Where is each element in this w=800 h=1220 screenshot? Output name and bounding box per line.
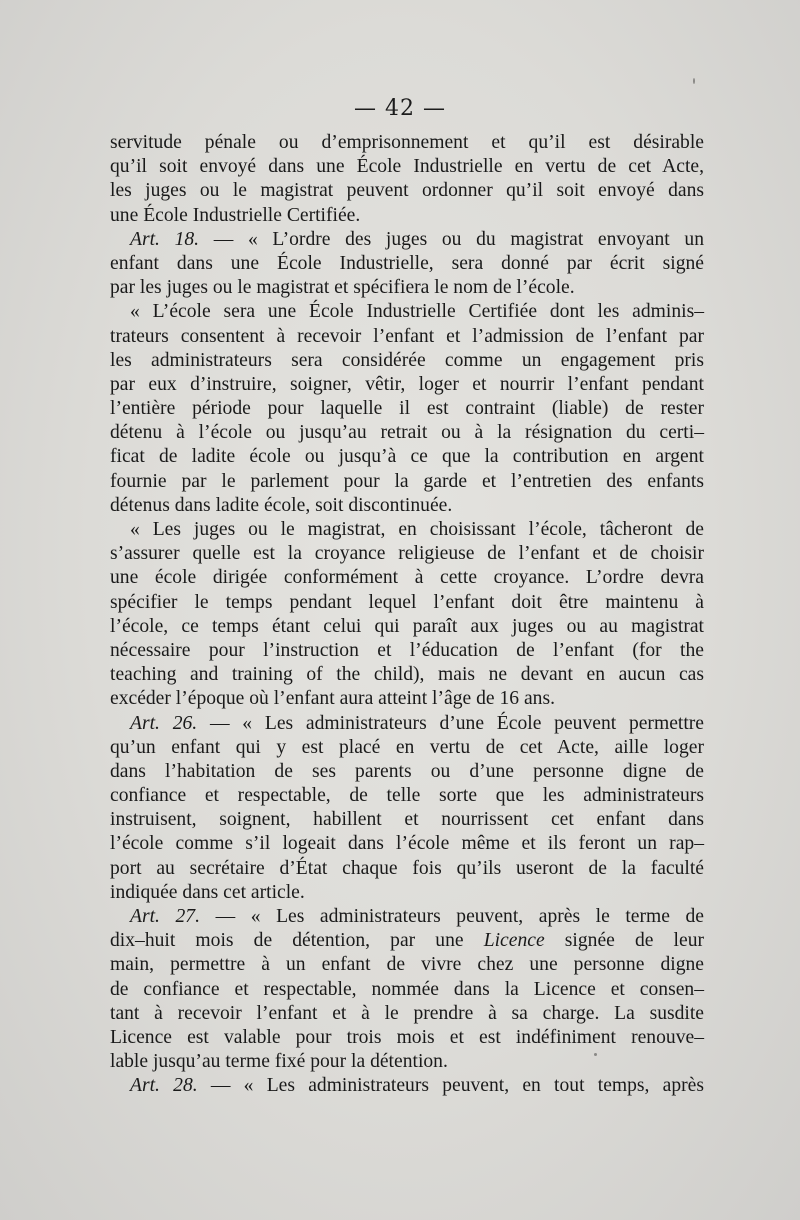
text-line: l’école, ce temps étant celui qui paraît aux juges ou au magistrat [110,615,704,637]
text-line: une école dirigée conformément à cette croyance. L’ordre devra [110,567,704,589]
paper-speck [693,78,695,84]
article-label-28: Art. 28. [130,1075,198,1097]
text-line: les juges ou le magistrat peuvent ordonner qu’il soit envoyé dans [110,180,704,202]
text-line: tant à recevoir l’enfant et à le prendre à sa charge. La susdite [110,1002,704,1024]
text-line: de confiance et respectable, nommée dans la Licence et consen– [110,978,704,1000]
page-number: — 42 — [354,96,446,121]
text-line [110,228,704,252]
text-line: Licence est valable pour trois mois et est indéfiniment renouve– [110,1026,704,1048]
article-label-18: Art. 18. [130,228,200,250]
article-label-27: Art. 27. [130,906,200,927]
text-line: « L’école sera une École Industrielle Certifiée dont les adminis– [130,301,704,323]
text-fragment: — « L’ordre des juges ou du magistrat envoyant un [213,228,704,250]
text-fragment: — « Les administrateurs d’une École peuvent permettre [209,712,705,734]
text-line: lable jusqu’au terme fixé pour la détention. [110,1051,448,1073]
text-line [110,1074,704,1098]
text-fragment: — « Les administrateurs peuvent, après le terme de [215,906,705,927]
text-line: détenu à l’école ou jusqu’au retrait ou à la résignation du certi– [110,422,704,444]
text-line: excéder l’époque où l’enfant aura atteint l’âge de 16 ans. [110,688,556,710]
text-line: main, permettre à un enfant de vivre chez une personne digne [110,954,704,976]
text-line: l’entière période pour laquelle il est contraint (liable) de rester [110,398,704,420]
text-line: trateurs consentent à recevoir l’enfant et l’admission de l’enfant par [110,325,704,347]
text-fragment: signée de leur [564,930,705,952]
text-line: qu’il soit envoyé dans une École Industrielle en vertu de cet Acte, [110,156,704,178]
text-line: dans l’habitation de ses parents ou d’une personne digne de [110,760,704,782]
text-line: instruisent, soignent, habillent et nourrissent cet enfant dans [110,809,704,831]
text-fragment: — « Les administrateurs peuvent, en tout temps, après [210,1075,705,1097]
text-line: par les juges ou le magistrat et spécifiera le nom de l’école. [110,277,575,299]
text-line: confiance et respectable, de telle sorte que les administrateurs [110,785,704,807]
text-fragment: dix–huit mois de détention, par une [110,930,464,952]
text-line [110,929,704,953]
text-line: l’école comme s’il logeait dans l’école même et ils feront un rap– [110,833,704,855]
text-line: enfant dans une École Industrielle, sera donné par écrit signé [110,252,704,274]
text-line: servitude pénale ou d’emprisonnement et qu’il est désirable [110,132,704,153]
licence-term: Licence [483,930,545,952]
text-line: « Les juges ou le magistrat, en choisissant l’école, tâcheront de [130,519,704,540]
text-line: teaching and training of the child), mais ne devant en aucun cas [110,664,704,686]
text-line [110,712,704,736]
text-line: indiquée dans cet article. [110,881,305,903]
text-line: ficat de ladite école ou jusqu’à ce que la contribution en argent [110,446,704,468]
text-line: une École Industrielle Certifiée. [110,204,361,226]
text-line: spécifier le temps pendant lequel l’enfant doit être maintenu à [110,591,704,613]
text-line: nécessaire pour l’instruction et l’éducation de l’enfant (for the [110,639,704,661]
text-line: par eux d’instruire, soigner, vêtir, loger et nourrir l’enfant pendant [110,373,704,395]
text-line: détenus dans ladite école, soit discontinuée. [110,494,453,516]
text-line: qu’un enfant qui y est placé en vertu de cet Acte, aille loger [110,736,704,758]
text-line: fournie par le parlement pour la garde et l’entretien des enfants [110,470,704,492]
text-line: s’assurer quelle est la croyance religieuse de l’enfant et de choisir [110,543,704,565]
article-label-26: Art. 26. [130,712,198,734]
text-line: port au secrétaire d’État chaque fois qu’ils useront de la faculté [110,857,704,879]
body-text [110,131,704,1099]
paper-speck [594,1053,597,1056]
text-line [110,905,704,929]
text-line: les administrateurs sera considérée comme un engagement pris [110,349,704,371]
